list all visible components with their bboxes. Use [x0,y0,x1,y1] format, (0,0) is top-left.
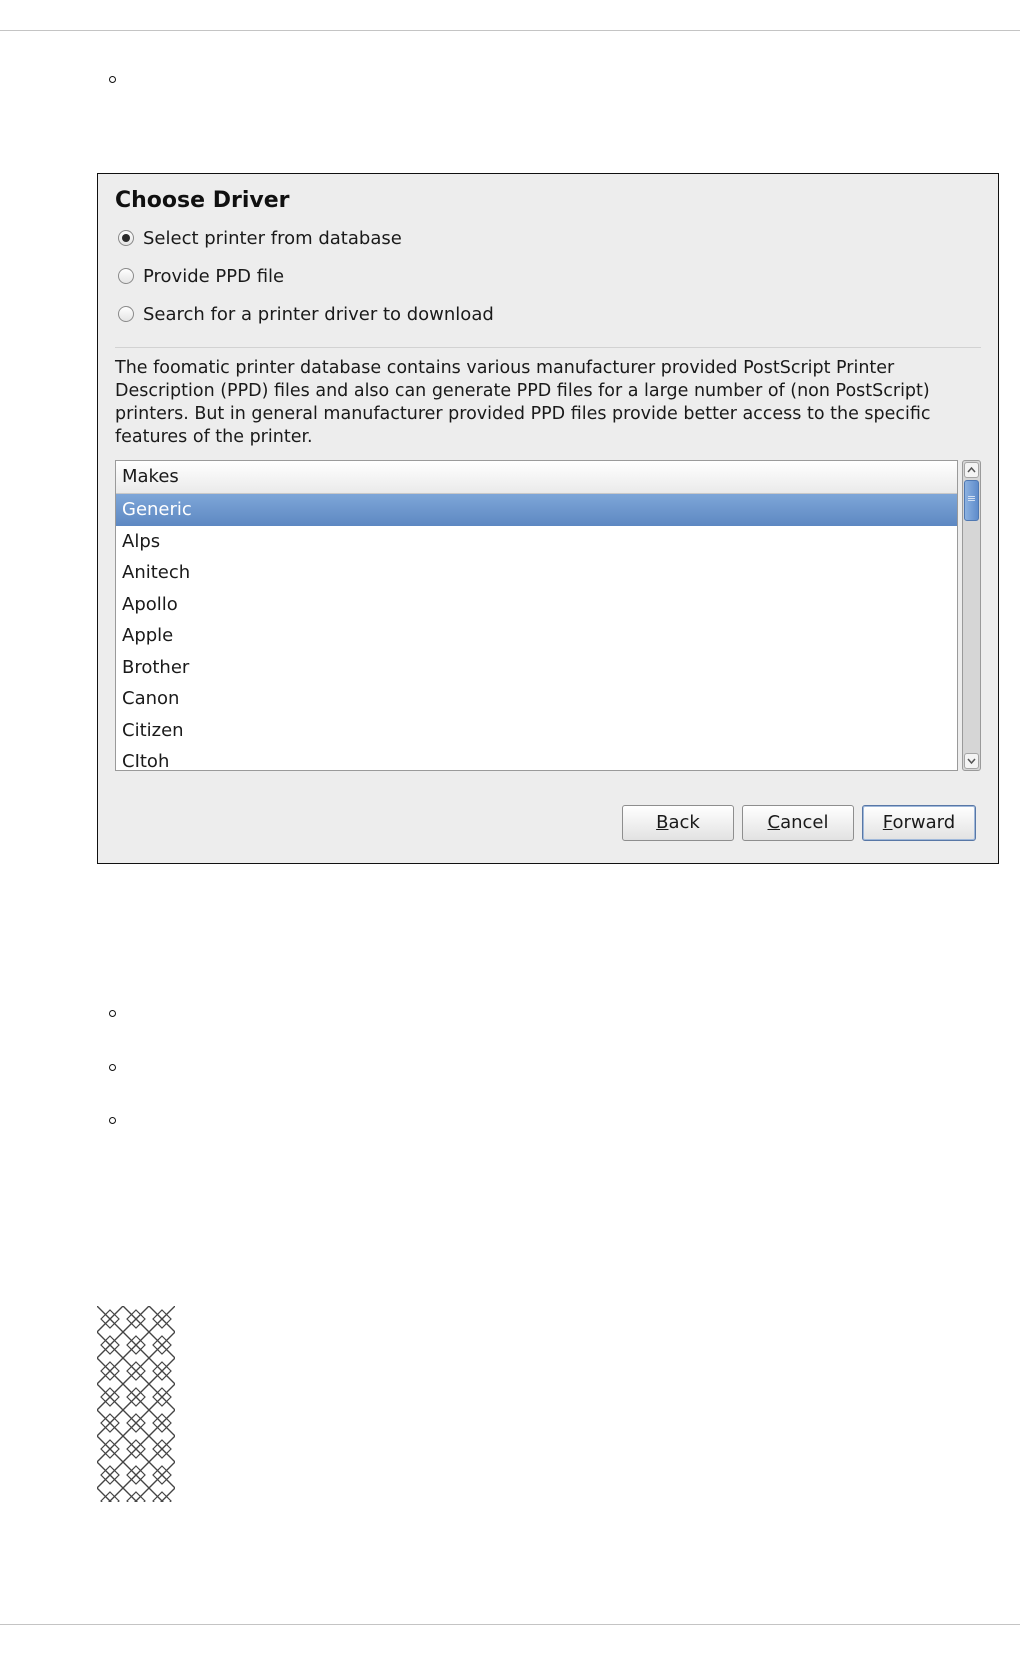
radio-label: Search for a printer driver to download [143,303,494,325]
list-item-alps[interactable]: Alps [122,530,161,552]
radio-search-driver-download[interactable] [118,301,494,327]
radio-button[interactable] [118,306,134,322]
back-button[interactable] [622,805,734,841]
lattice-pattern-logo [97,1306,175,1502]
list-item-apple[interactable]: Apple [122,625,174,646]
list-item-anitech[interactable]: Anitech [122,562,191,583]
makes-column-header[interactable]: Makes [116,461,957,494]
list-item-generic[interactable]: Generic [116,494,957,526]
list-item-canon[interactable]: Canon [122,688,180,709]
database-description: The foomatic printer database contains various manufacturer provided PostScript Printer Description (PPD) files and also can generate PPD files for a large number of (non PostScript) printers. But in general manufacturer provided PPD files provide better access to the specific features of the printer. [115,358,931,447]
forward-mnemonic: F [882,812,893,833]
list-item-citizen[interactable]: Citizen [122,719,184,741]
makes-list[interactable] [115,460,958,771]
radio-label: Provide PPD file [143,265,285,287]
cancel-label: ancel [780,812,829,833]
scroll-thumb[interactable]: ≡ [964,480,979,521]
cancel-button[interactable] [742,805,854,841]
list-bullet [109,1064,116,1071]
radio-select-from-database[interactable] [118,225,402,251]
list-bullet [109,1117,116,1124]
scroll-up-arrow-icon[interactable] [964,462,979,478]
list-bullet [109,1010,116,1017]
dialog-title: Choose Driver [115,188,290,213]
makes-list-scrollbar[interactable] [962,460,981,771]
list-item-citoh[interactable]: CItoh [122,751,170,771]
radio-provide-ppd-file[interactable] [118,263,284,289]
chevron-down-icon [965,754,978,768]
radio-button-checked[interactable] [118,230,134,246]
list-item-brother[interactable]: Brother [122,656,190,678]
cancel-mnemonic: C [767,812,781,833]
forward-label: orward [892,812,956,833]
top-rule [0,30,1020,31]
radio-label: Select printer from database [143,227,402,249]
back-mnemonic: B [656,812,669,833]
choose-driver-dialog [97,173,999,864]
back-label: ack [668,812,700,833]
separator [115,347,981,348]
list-item-apollo[interactable]: Apollo [122,593,178,615]
scroll-down-arrow-icon[interactable] [964,753,979,769]
chevron-up-icon [965,463,978,477]
forward-button[interactable] [862,805,976,841]
list-bullet [109,76,116,83]
radio-button[interactable] [118,268,134,284]
bottom-rule [0,1624,1020,1625]
